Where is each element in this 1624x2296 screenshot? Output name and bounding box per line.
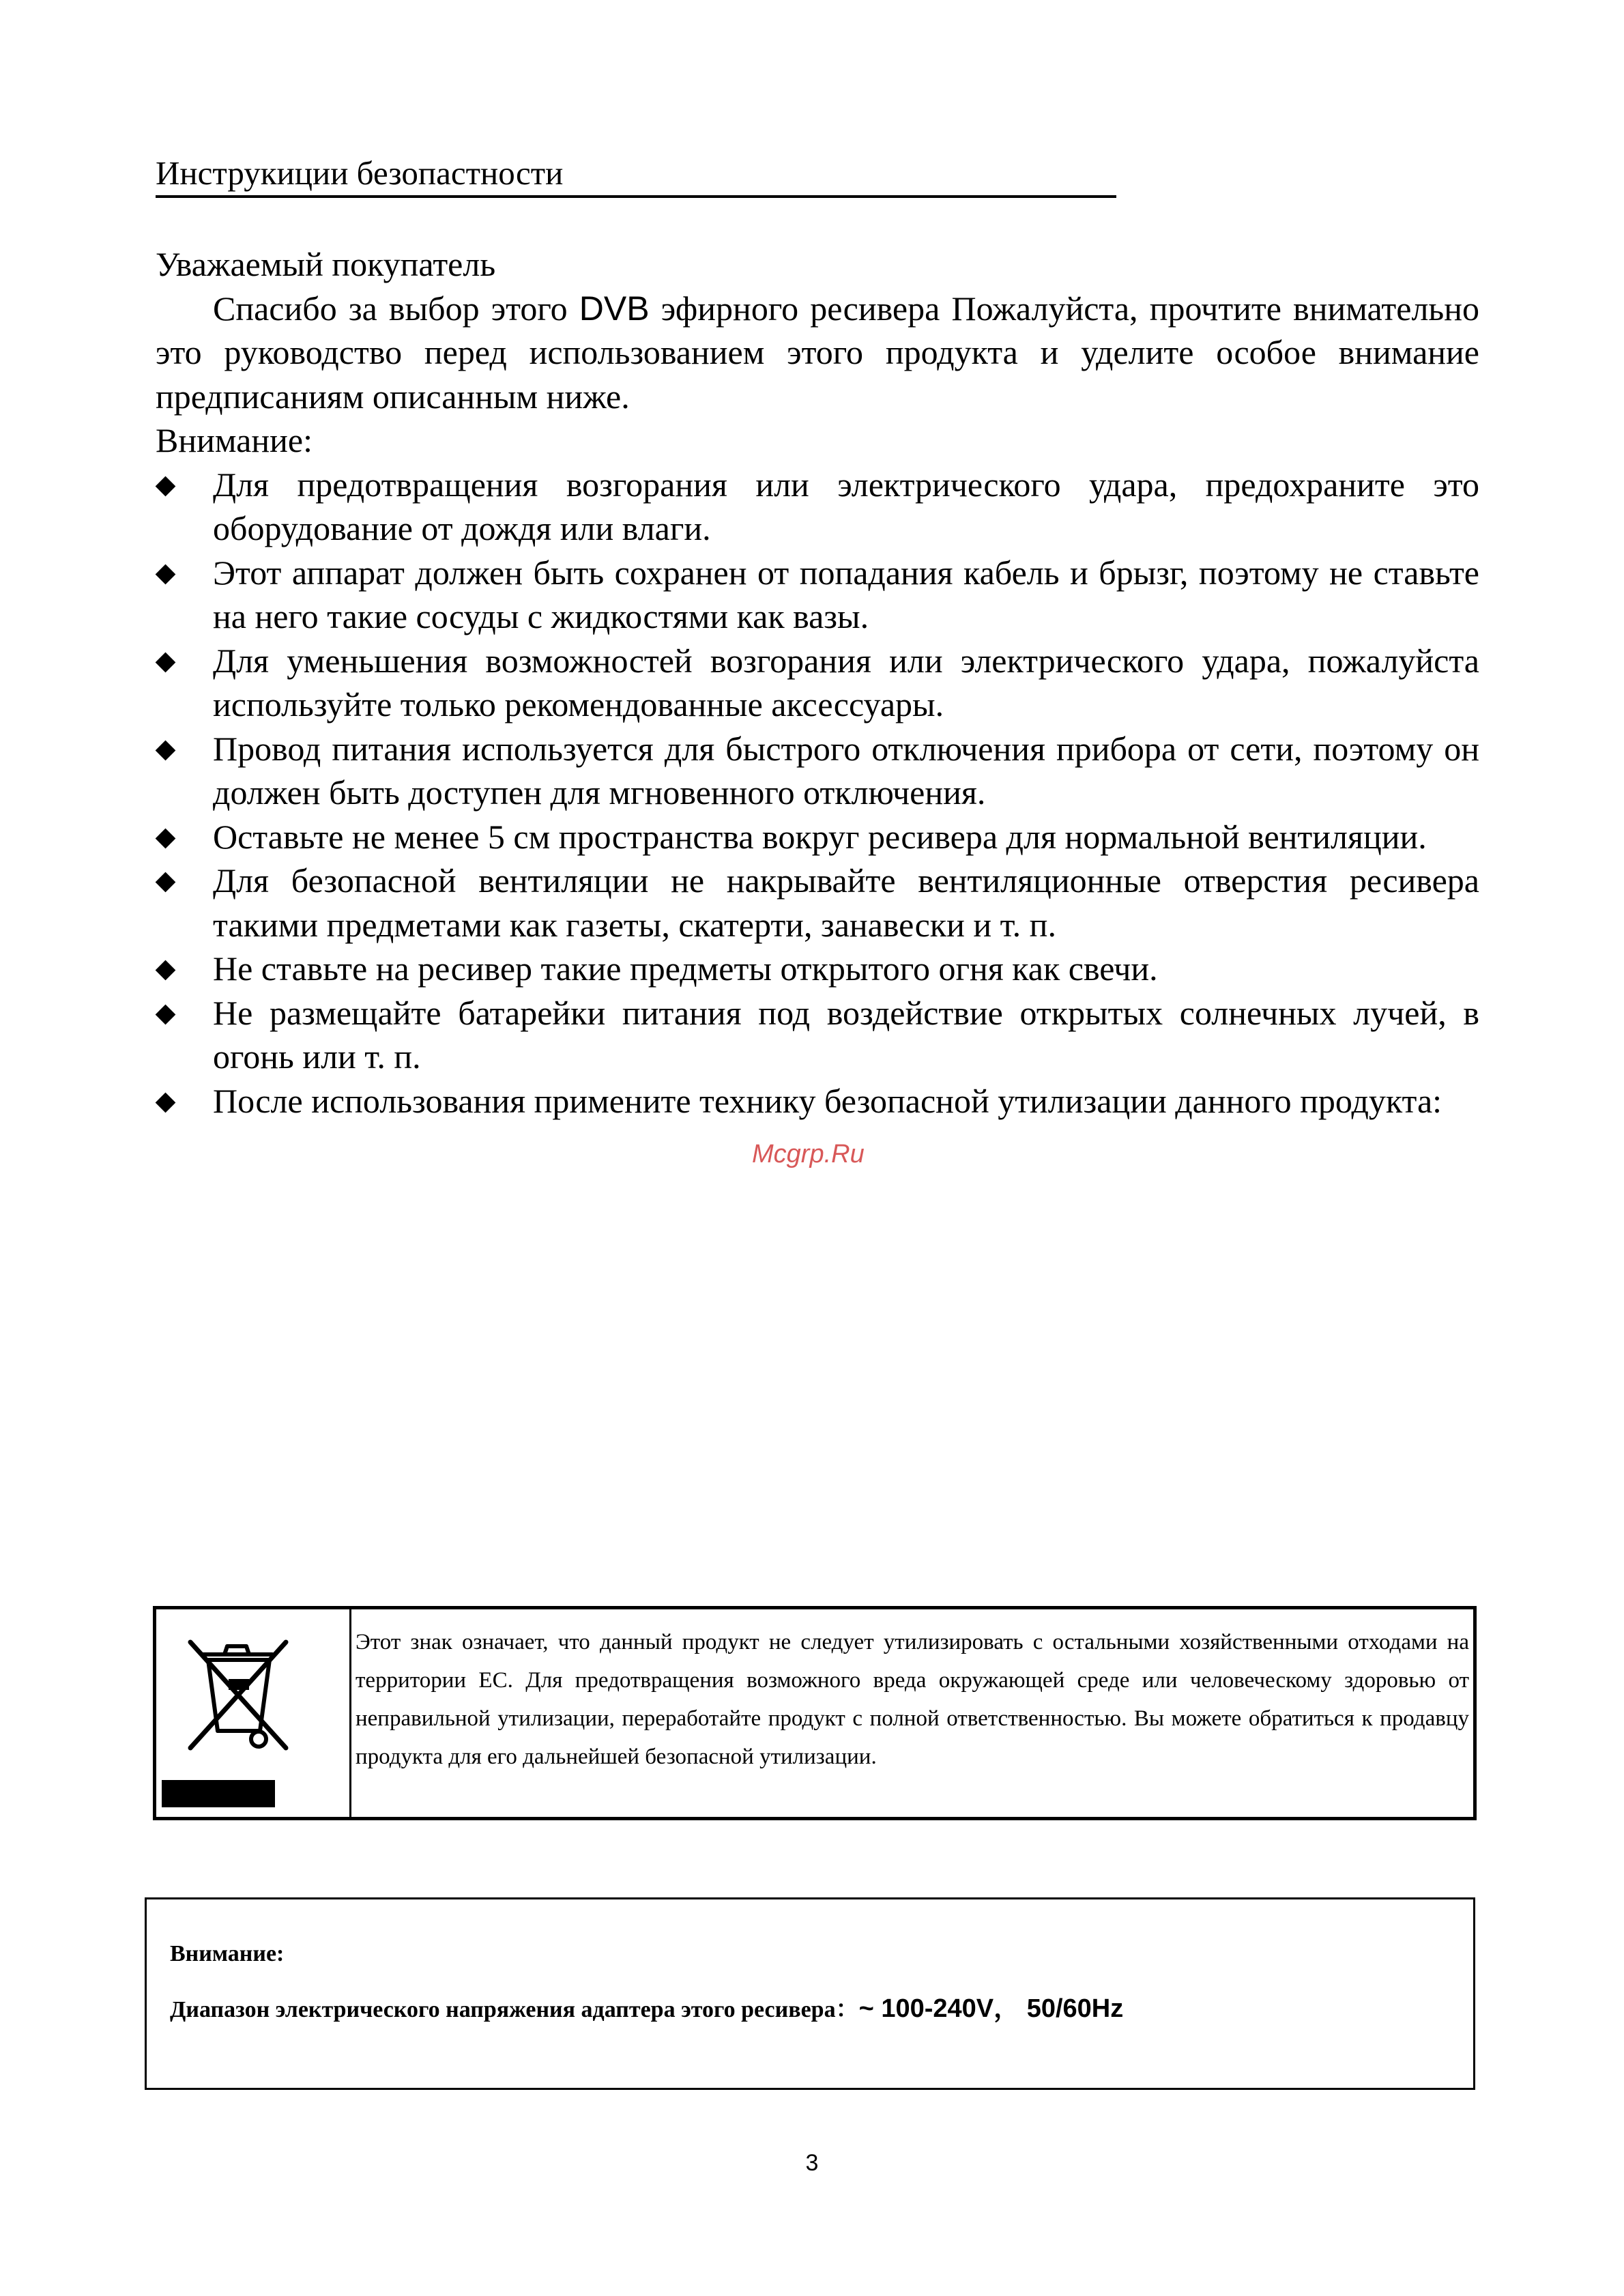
list-item-text: Для уменьшения возможностей возгорания или электрического удара, пожалуйста используйте только рекомендованные аксессуары.: [213, 641, 1479, 723]
warning-title: Внимание:: [170, 1941, 285, 1966]
crossed-out-wheelie-bin-icon: [170, 1622, 306, 1758]
intro-before: Спасибо за выбор этого: [213, 289, 579, 328]
attention-label: Внимание:: [156, 421, 313, 459]
list-item-text: Не размещайте батарейки питания под воздействие открытых солнечных лучей, в огонь или т. п.: [213, 993, 1479, 1076]
voltage-label: Диапазон электрического напряжения адаптера этого ресивера：: [170, 1997, 859, 2022]
voltage-line: [170, 1992, 1473, 2027]
voltage-value: ~ 100-240V， 50/60Hz: [858, 1994, 1124, 2023]
watermark: Mcgrp.Ru: [752, 1140, 865, 1168]
diamond-bullet-icon: [156, 652, 176, 672]
intro-paragraph: [156, 287, 1479, 419]
page-title: Инструкиции безопастности: [156, 152, 1116, 198]
list-item: [156, 727, 1479, 815]
list-item-text: Не ставьте на ресивер такие предметы открытого огня как свечи.: [213, 949, 1158, 988]
list-item: [156, 859, 1479, 947]
voltage-warning-box: [145, 1897, 1475, 2090]
list-item: [156, 551, 1479, 639]
diamond-bullet-icon: [156, 828, 176, 848]
list-item-text: После использования примените технику безопасной утилизации данного продукта:: [213, 1081, 1442, 1120]
list-item: [156, 639, 1479, 727]
diamond-bullet-icon: [156, 476, 176, 496]
diamond-bullet-icon: [156, 872, 176, 893]
diamond-bullet-icon: [156, 1092, 176, 1113]
weee-icon-cell: [156, 1609, 351, 1817]
diamond-bullet-icon: [156, 1004, 176, 1024]
body-text: [156, 242, 1479, 1123]
list-item: [156, 1079, 1479, 1123]
list-item-text: Оставьте не менее 5 см пространства вокруг ресивера для нормальной вентиляции.: [213, 817, 1427, 856]
list-item-text: Для безопасной вентиляции не накрывайте вентиляционные отверстия ресивера такими предметами как газеты, скатерти, занавески и т. п.: [213, 861, 1479, 944]
diamond-bullet-icon: [156, 740, 176, 760]
list-item-text: Этот аппарат должен быть сохранен от попадания кабель и брызг, поэтому не ставьте на него такие сосуды с жидкостями как вазы.: [213, 553, 1479, 635]
list-item: [156, 947, 1479, 991]
weee-text: Этот знак означает, что данный продукт не следует утилизировать с остальными хозяйственными отходами на территории ЕС. Для предотвращения возможного вреда окружающей среде или человеческому здоровью от неправильной утилизации, переработайте продукт с полной ответственностью. Вы можете обратиться к продавцу продукта для его дальнейшей безопасной утилизации.: [356, 1630, 1469, 1769]
diamond-bullet-icon: [156, 960, 176, 981]
list-item: [156, 815, 1479, 859]
black-bar: [162, 1780, 275, 1807]
safety-list: [156, 463, 1479, 1123]
intro-after: эфирного ресивера Пожалуйста, прочтите внимательно это руководство перед использованием этого продукта и уделите особое внимание предписаниям описанным ниже.: [156, 289, 1479, 416]
greeting: Уважаемый покупатель: [156, 245, 496, 283]
list-item-text: Провод питания используется для быстрого отключения прибора от сети, поэтому он должен быть доступен для мгновенного отключения.: [213, 729, 1479, 812]
weee-notice-box: [153, 1606, 1477, 1820]
page-number: 3: [805, 2150, 819, 2176]
diamond-bullet-icon: [156, 564, 176, 584]
list-item-text: Для предотвращения возгорания или электрического удара, предохраните это оборудование от дождя или влаги.: [213, 465, 1479, 547]
list-item: [156, 991, 1479, 1079]
list-item: [156, 463, 1479, 551]
intro-dvb: DVB: [579, 289, 650, 328]
